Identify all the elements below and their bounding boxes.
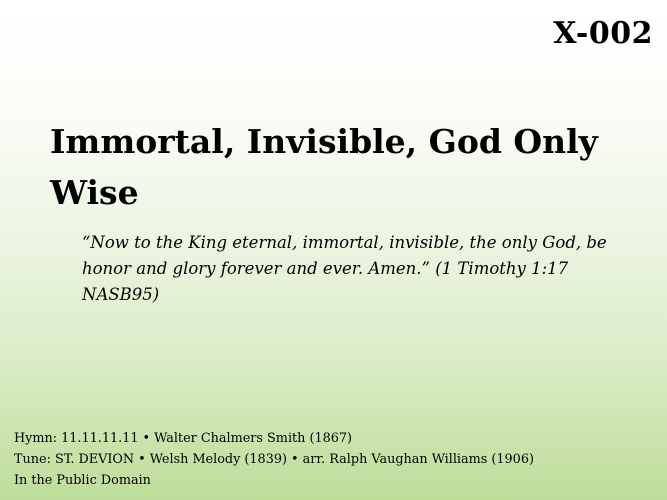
hymn-credit: Hymn: 11.11.11.11 • Walter Chalmers Smith (1867): [14, 431, 353, 446]
slide-id: X-002: [553, 16, 653, 51]
hymn-title: Immortal, Invisible, God Only Wise: [50, 122, 598, 212]
scripture-quote: “Now to the King eternal, immortal, invisible, the only God, be honor and glory forever and ever. Amen.” (1 Timothy 1:17 NASB95): [82, 233, 607, 304]
copyright-notice: In the Public Domain: [14, 473, 151, 488]
credits: [14, 428, 654, 491]
tune-credit: Tune: ST. DEVION • Welsh Melody (1839) • arr. Ralph Vaughan Williams (1906): [14, 452, 534, 467]
